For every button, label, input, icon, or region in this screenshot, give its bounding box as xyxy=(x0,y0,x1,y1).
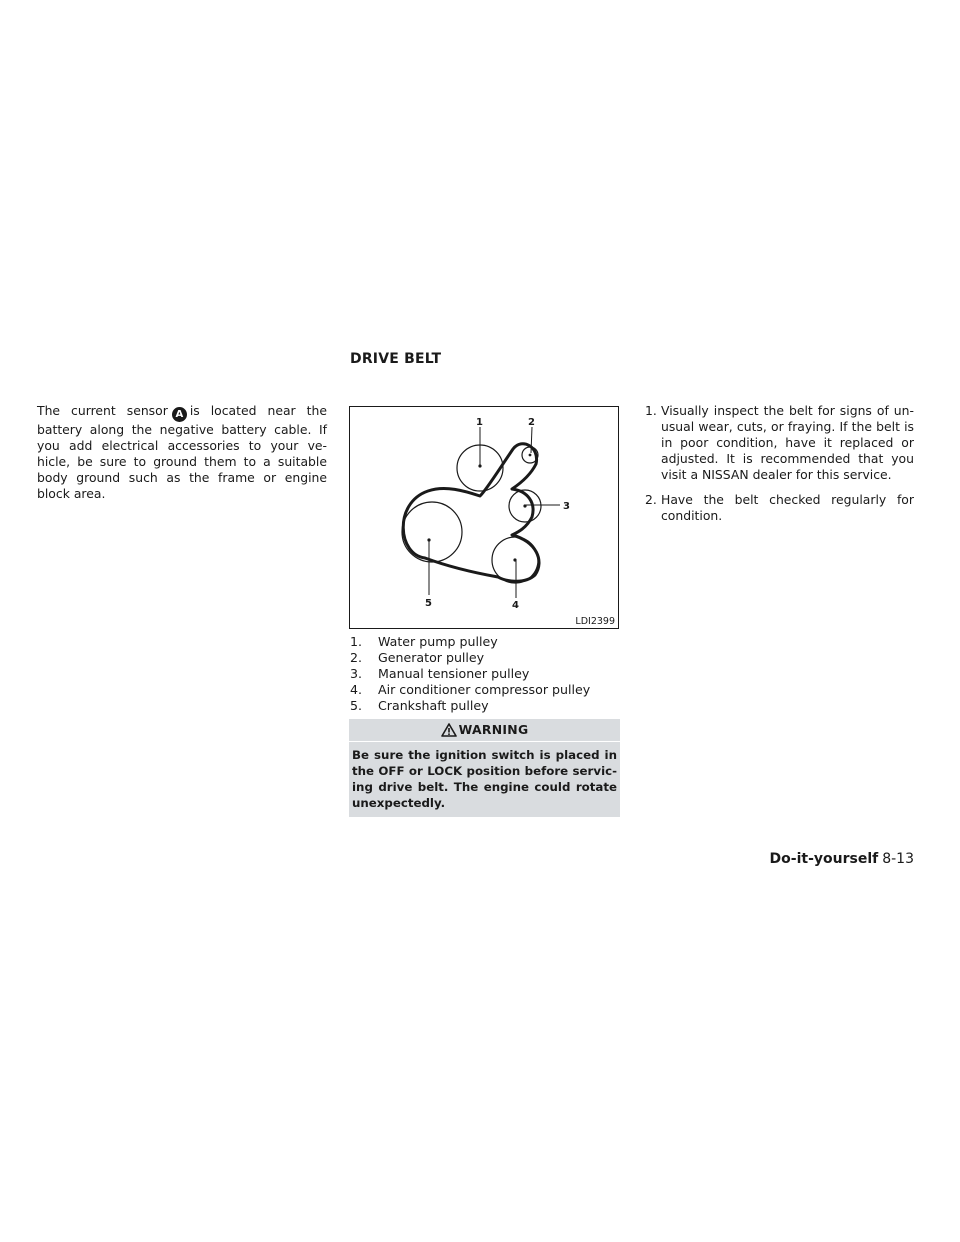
inspection-steps xyxy=(645,403,914,533)
legend-text: Generator pulley xyxy=(378,650,485,665)
figure-code: LDI2399 xyxy=(575,616,615,627)
step-item xyxy=(645,492,914,524)
warning-header xyxy=(349,719,620,741)
intro-text-after: is located near the battery along the negative battery cable. If you add electrical accessories to your ve-hicle, be sure to ground them to a suitable body ground such as the frame or engine block area. xyxy=(37,403,327,501)
callout-label-2: 2 xyxy=(528,417,535,428)
intro-paragraph xyxy=(37,403,327,502)
step-number: 2. xyxy=(645,492,657,507)
warning-title: WARNING xyxy=(458,722,529,737)
chapter-name: Do-it-yourself xyxy=(769,851,879,867)
page-number: 8-13 xyxy=(882,851,914,867)
legend-number: 4. xyxy=(350,682,363,697)
legend-text: Air conditioner compressor pulley xyxy=(378,682,591,697)
legend-number: 3. xyxy=(350,666,363,681)
callout-label-3: 3 xyxy=(563,501,570,512)
warning-text: Be sure the ignition switch is placed in the OFF or LOCK position before servic-ing drive belt. The engine could rotate unexpectedly. xyxy=(349,741,620,817)
drive-belt-diagram xyxy=(349,406,619,629)
legend-item xyxy=(350,698,620,714)
page-footer xyxy=(770,851,914,867)
callout-label-5: 5 xyxy=(425,598,432,609)
callout-label-1: 1 xyxy=(476,417,483,428)
legend-number: 2. xyxy=(350,650,363,665)
step-text: Visually inspect the belt for signs of un-usual wear, cuts, or fraying. If the belt is in poor condition, have it replaced or adjusted. It is recommended that you visit a NISSAN dealer for this service. xyxy=(661,403,914,482)
warning-triangle-icon xyxy=(441,723,457,737)
legend-number: 1. xyxy=(350,634,363,649)
legend-text: Crankshaft pulley xyxy=(378,698,489,713)
warning-box xyxy=(349,719,620,817)
legend-item xyxy=(350,650,620,666)
legend-item xyxy=(350,682,620,698)
legend-text: Water pump pulley xyxy=(378,634,498,649)
intro-text-before: The current sensor xyxy=(37,403,168,418)
legend-text: Manual tensioner pulley xyxy=(378,666,530,681)
legend-item xyxy=(350,666,620,682)
step-number: 1. xyxy=(645,403,657,418)
belt-routing-svg xyxy=(350,407,620,630)
pulley-legend xyxy=(350,634,620,714)
callout-marker-a: A xyxy=(172,407,187,422)
legend-number: 5. xyxy=(350,698,363,713)
callout-label-4: 4 xyxy=(512,600,519,611)
step-item xyxy=(645,403,914,483)
step-text: Have the belt checked regularly for condition. xyxy=(661,492,914,523)
section-title: DRIVE BELT xyxy=(350,351,442,367)
legend-item xyxy=(350,634,620,650)
